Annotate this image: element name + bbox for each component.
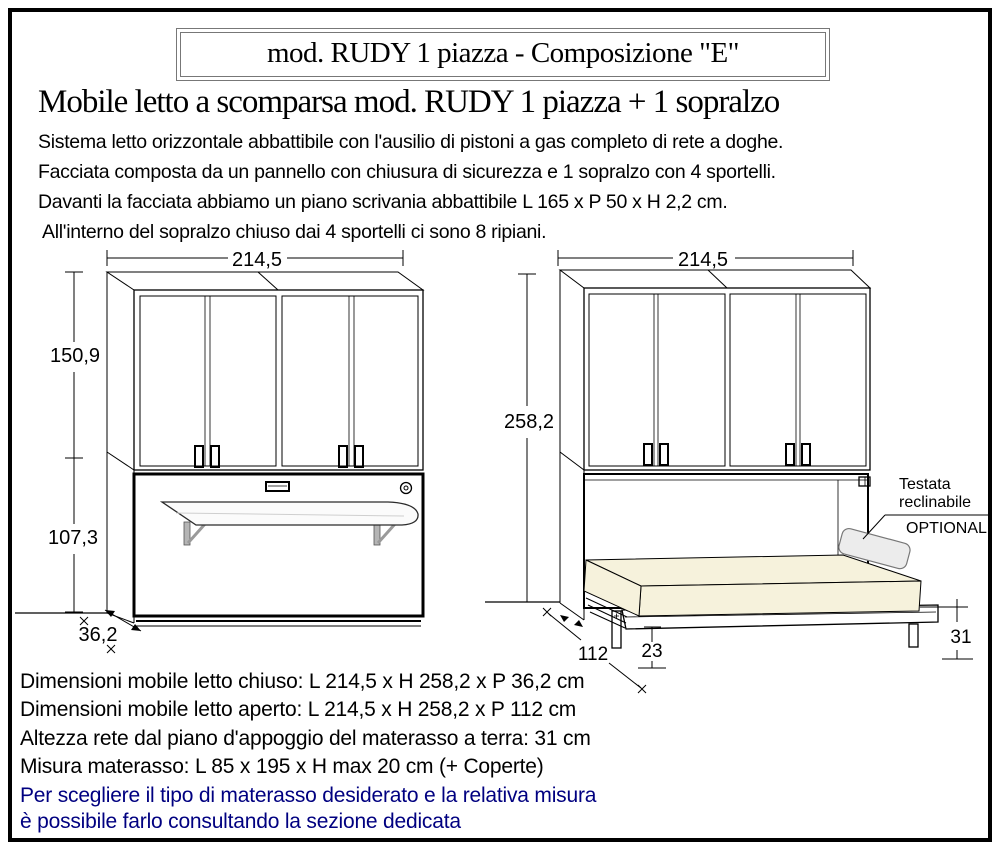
bed-panel-closed: [134, 474, 423, 626]
dim-closed-upper-height: 150,9: [49, 345, 101, 367]
description-line-3: Davanti la facciata abbiamo un piano scrivania abbattibile L 165 x P 50 x H 2,2 cm.: [38, 191, 728, 213]
sopralzo-open-front: [584, 288, 870, 470]
door-handle-icon: [211, 446, 219, 467]
door-handle-icon: [786, 444, 794, 465]
bed-leg: [909, 624, 918, 647]
dim-bed-height: 31: [950, 627, 972, 648]
door-handle-icon: [339, 446, 347, 467]
dim-closed-depth: 36,2: [78, 624, 118, 646]
door-handle-icon: [802, 444, 810, 465]
lock-icon: [401, 483, 412, 494]
dim-closed-lower-height: 107,3: [47, 527, 99, 549]
description-line-2: Facciata composta da un pannello con chiusura di sicurezza e 1 sopralzo con 4 sportelli.: [38, 161, 776, 183]
headboard-note-line-2: reclinabile: [899, 494, 972, 511]
dim-bed-height-group: [920, 599, 973, 659]
dim-open-width: 214,5: [677, 249, 729, 271]
headboard-note-line-1: Testata: [899, 476, 951, 493]
mattress-note-line-2: è possibile farlo consultando la sezione dedicata: [20, 810, 461, 833]
dim-clearance-group: [638, 627, 666, 668]
desk-shelf: [162, 502, 418, 545]
model-heading: Mobile letto a scomparsa mod. RUDY 1 piazza + 1 sopralzo: [38, 84, 780, 120]
dim-closed-depth-group: [79, 610, 141, 653]
door-unit-right: [282, 296, 418, 466]
spec-line-frame-height: Altezza rete dal piano d'appoggio del materasso a terra: 31 cm: [20, 727, 591, 750]
open-unit-diagram: [485, 249, 990, 693]
dim-closed-width: 214,5: [231, 249, 283, 271]
page-title: mod. RUDY 1 piazza - Composizione "E": [180, 32, 826, 77]
sopralzo-top-face: [107, 272, 423, 290]
optional-label: OPTIONAL: [906, 520, 987, 537]
door-unit-left: [589, 294, 725, 466]
door-unit-left: [140, 296, 276, 466]
door-unit-right: [730, 294, 866, 466]
door-handle-icon: [644, 444, 652, 465]
door-handle-icon: [195, 446, 203, 467]
door-handle-icon: [660, 444, 668, 465]
panel-handle-icon: [266, 482, 289, 491]
sopralzo-top-face: [560, 270, 870, 288]
sopralzo-closed-front: [134, 290, 423, 470]
dim-open-height: 258,2: [503, 411, 555, 433]
door-handle-icon: [355, 446, 363, 467]
spec-line-open-dimensions: Dimensioni mobile letto aperto: L 214,5 x H 258,2 x P 112 cm: [20, 698, 577, 721]
description-line-4: All'interno del sopralzo chiuso dai 4 sportelli ci sono 8 ripiani.: [42, 221, 547, 243]
mattress: [584, 555, 921, 616]
description-line-1: Sistema letto orizzontale abbattibile con l'ausilio di pistoni a gas completo di rete a doghe.: [38, 131, 784, 153]
mattress-note-line-1: Per scegliere il tipo di materasso desiderato e la relativa misura: [20, 784, 597, 807]
dim-clearance: 23: [641, 641, 663, 662]
spec-line-closed-dimensions: Dimensioni mobile letto chiuso: L 214,5 x H 258,2 x P 36,2 cm: [20, 670, 585, 693]
headboard-callout: [863, 476, 990, 539]
closed-unit-diagram: [15, 249, 423, 653]
dim-open-depth: 112: [577, 644, 609, 665]
spec-line-mattress-size: Misura materasso: L 85 x 195 x H max 20 cm (+ Coperte): [20, 755, 544, 778]
